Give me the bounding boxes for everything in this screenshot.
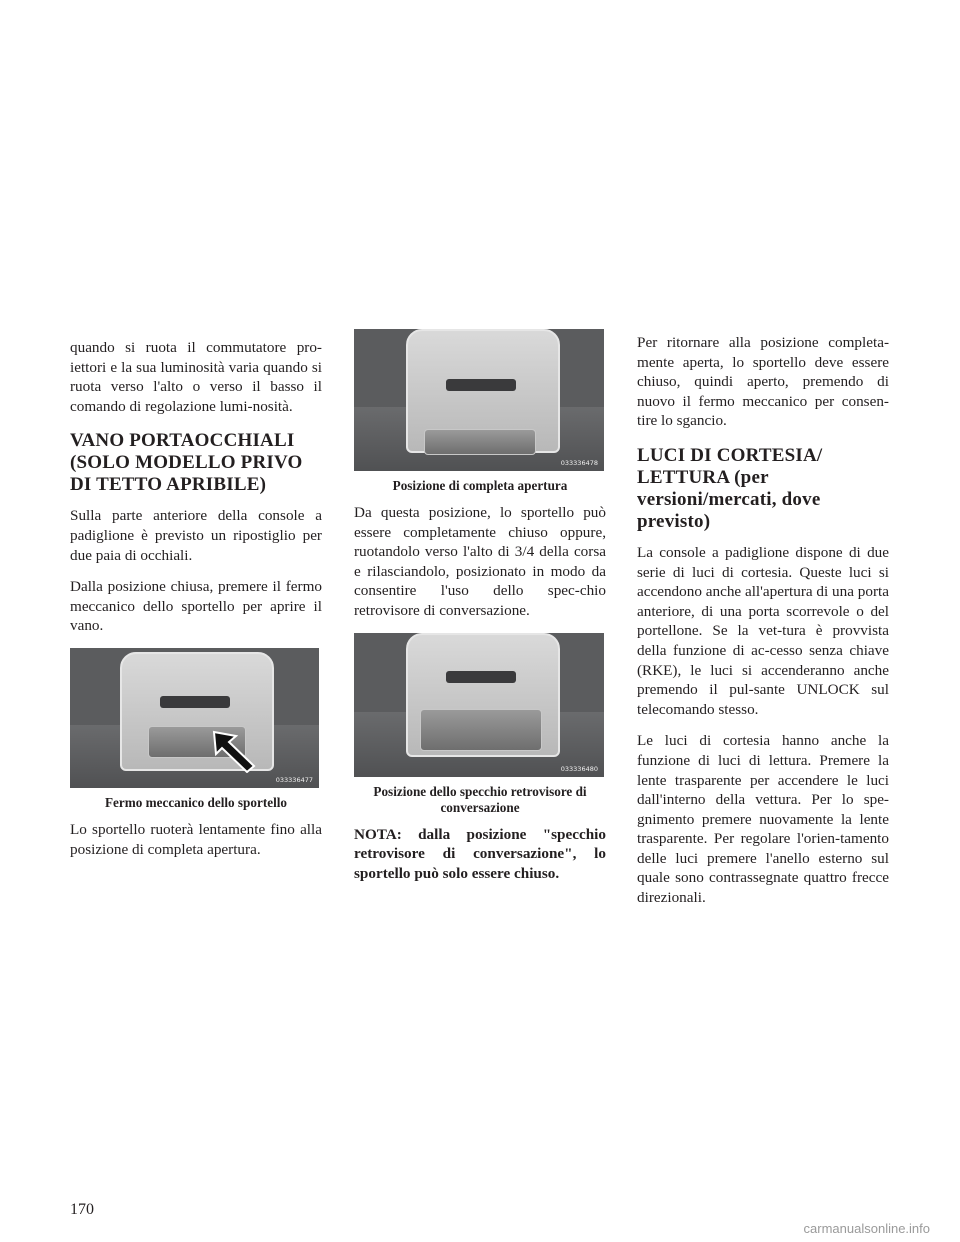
paragraph-reading-lights: Le luci di cortesia hanno anche la funzione di luci di lettura. Premere la lente trasparente per accendere le luci dall'interno della vettura. Per lo spe-gnimento premere nuovamente la lente trasparente. Per regolare l'orien-tamento delle luci premere l'anello esterno sul quale sono contrassegnate quattro frecce direzionali. (637, 732, 889, 907)
figure-caption: Posizione dello specchio retrovisore di conversazione (373, 783, 587, 815)
figure-door-latch (70, 648, 319, 788)
paragraph-door-positions: Da questa posizione, lo sportello può essere completamente chiuso oppure, ruotandolo verso l'alto di 3/4 della corsa e rilasciandolo, posizionato in modo da consentire l'uso dello spec-chio retrovisore di conversazione. (354, 504, 606, 619)
paragraph-open-instructions: Dalla posizione chiusa, premere il fermo meccanico dello sportello per aprire il vano. (70, 578, 322, 635)
paragraph-door-rotation: Lo sportello ruoterà lentamente fino alla posizione di completa apertura. (70, 820, 322, 858)
arrow-icon (210, 728, 260, 773)
column-middle (354, 329, 606, 883)
page-number: 170 (70, 1201, 94, 1218)
note: NOTA: dalla posizione "specchio retrovisore di conversazione", lo sportello può solo essere chiuso. (354, 825, 606, 882)
paragraph-return-open: Per ritornare alla posizione completa-mente aperta, lo sportello deve essere chiuso, quindi aperto, premendo di nuovo il fermo meccanico per consen-tire lo sgancio. (637, 334, 889, 430)
column-right (637, 333, 889, 920)
figure-conversation-mirror (354, 633, 604, 777)
paragraph-continued: quando si ruota il commutatore pro-iettori e la sua luminosità varia quando si ruota verso l'alto o verso il basso il comando di regolazione lumi-nosità. (70, 339, 322, 415)
figure-code: 033336478 (560, 459, 598, 467)
figure-code: 033336477 (275, 775, 313, 784)
paragraph-courtesy-lights: La console a padiglione dispone di due serie di luci di cortesia. Queste luci si accendono anche all'apertura di una porta anteriore, di una porta scorrevole o del portellone. Se la vet-tura è provvista della funzione di ac-cesso senza chiave (RKE), le luci si accenderanno anche premendo il pul-sante UNLOCK sul telecomando stesso. (637, 543, 889, 718)
paragraph-glasses-holder-intro: Sulla parte anteriore della console a padiglione è previsto un ripostiglio per due paia di occhiali. (70, 507, 322, 564)
section-heading-glasses-holder: VANO PORTAOCCHIALI (SOLO MODELLO PRIVO DI TETTO APRIBILE) (70, 430, 303, 496)
figure-caption: Fermo meccanico dello sportello (104, 794, 287, 810)
column-left (70, 338, 322, 871)
watermark: carmanualsonline.info (803, 1221, 930, 1236)
section-heading-courtesy-lights: LUCI DI CORTESIA/ LETTURA (per versioni/mercati, dove previsto) (637, 444, 823, 532)
figure-code: 033336480 (560, 764, 598, 773)
figure-fully-open (354, 329, 604, 471)
figure-caption: Posizione di completa apertura (392, 478, 568, 493)
